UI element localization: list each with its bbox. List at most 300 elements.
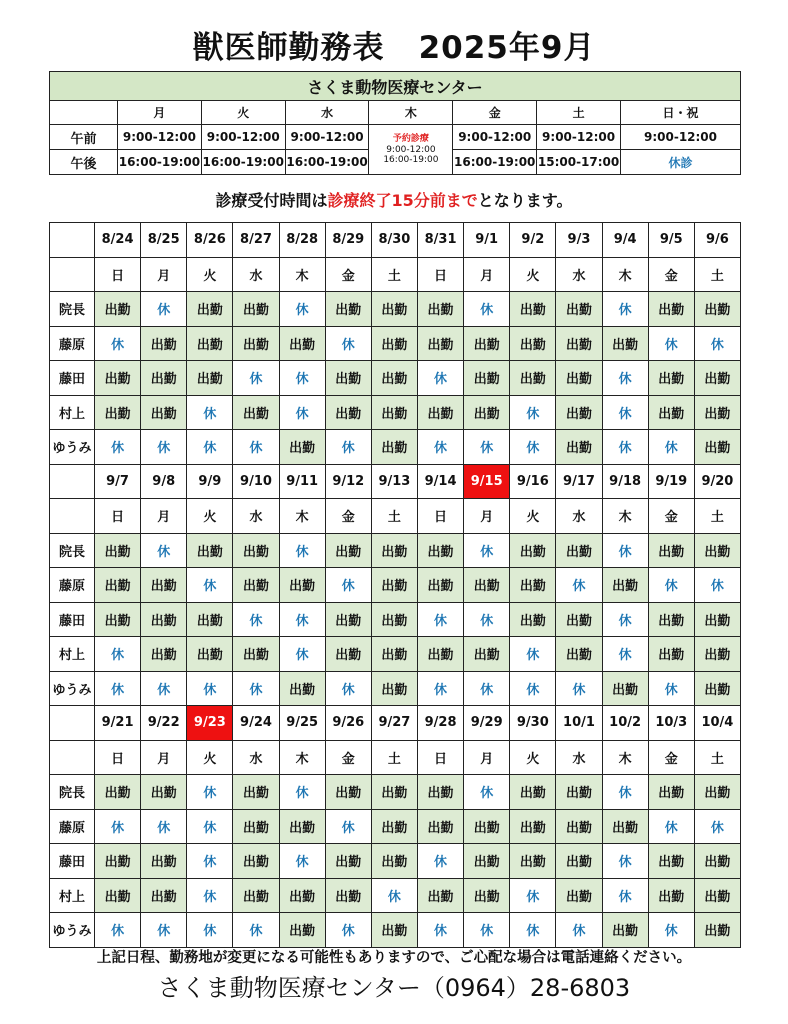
- shift-work: 出勤: [417, 775, 463, 810]
- shift-work: 出勤: [417, 326, 463, 361]
- shift-off: 休: [187, 395, 233, 430]
- shift-off: 休: [371, 878, 417, 913]
- shift-off: 休: [648, 809, 694, 844]
- date-cell: 9/12: [325, 464, 371, 499]
- footer-contact: さくま動物医療センター（0964）28-6803: [157, 974, 631, 1002]
- staff-row: [50, 671, 741, 706]
- corner-cell: [50, 464, 95, 499]
- thursday-am-time: 9:00-12:00: [386, 145, 436, 155]
- shift-work: 出勤: [141, 326, 187, 361]
- shift-work: 出勤: [417, 809, 463, 844]
- shift-off: 休: [417, 671, 463, 706]
- hours-thursday-am: [369, 125, 453, 175]
- shift-off: 休: [233, 430, 279, 465]
- shift-off: 休: [233, 602, 279, 637]
- date-cell: 8/29: [325, 223, 371, 258]
- weekday-row: [50, 740, 741, 775]
- staff-name: 村上: [50, 878, 95, 913]
- shift-off: 休: [279, 395, 325, 430]
- weekday-cell: 木: [279, 257, 325, 292]
- shift-work: 出勤: [556, 361, 602, 396]
- shift-off: 休: [95, 913, 141, 948]
- shift-work: 出勤: [141, 395, 187, 430]
- shift-work: 出勤: [325, 533, 371, 568]
- weekday-cell: 水: [556, 740, 602, 775]
- shift-off: 休: [187, 913, 233, 948]
- shift-off: 休: [141, 671, 187, 706]
- shift-work: 出勤: [648, 844, 694, 879]
- shift-work: 出勤: [325, 844, 371, 879]
- shift-off: 休: [417, 361, 463, 396]
- date-cell: 9/26: [325, 706, 371, 741]
- shift-work: 出勤: [464, 361, 510, 396]
- shift-work: 出勤: [95, 361, 141, 396]
- shift-work: 出勤: [648, 533, 694, 568]
- shift-work: 出勤: [694, 361, 740, 396]
- shift-work: 出勤: [141, 844, 187, 879]
- shift-work: 出勤: [417, 292, 463, 327]
- shift-work: 出勤: [417, 533, 463, 568]
- shift-off: 休: [325, 913, 371, 948]
- shift-off: 休: [602, 878, 648, 913]
- date-cell: 9/18: [602, 464, 648, 499]
- date-cell: 9/10: [233, 464, 279, 499]
- shift-work: 出勤: [464, 326, 510, 361]
- shift-work: 出勤: [233, 637, 279, 672]
- shift-work: 出勤: [141, 361, 187, 396]
- title-main: 獣医師勤務表: [192, 30, 385, 66]
- weekday-cell: 土: [371, 257, 417, 292]
- weekday-cell: 水: [233, 740, 279, 775]
- shift-work: 出勤: [233, 809, 279, 844]
- shift-off: 休: [602, 533, 648, 568]
- shift-work: 出勤: [279, 809, 325, 844]
- title-month: 2025年9月: [418, 30, 596, 66]
- corner-cell: [50, 740, 95, 775]
- shift-work: 出勤: [602, 326, 648, 361]
- shift-off: 休: [141, 533, 187, 568]
- date-cell: 9/19: [648, 464, 694, 499]
- staff-name: 藤原: [50, 809, 95, 844]
- staff-name: 藤田: [50, 844, 95, 879]
- date-cell: 9/27: [371, 706, 417, 741]
- shift-work: 出勤: [233, 326, 279, 361]
- weekday-cell: 金: [648, 499, 694, 534]
- hours-am-row: [50, 125, 741, 150]
- shift-work: 出勤: [510, 292, 556, 327]
- staff-schedule-table: [49, 222, 741, 948]
- shift-work: 出勤: [187, 602, 233, 637]
- shift-work: 出勤: [417, 878, 463, 913]
- shift-work: 出勤: [602, 671, 648, 706]
- hours-pm-cell: 16:00-19:00: [201, 150, 285, 175]
- date-cell: 9/4: [602, 223, 648, 258]
- shift-work: 出勤: [233, 844, 279, 879]
- shift-work: 出勤: [694, 671, 740, 706]
- shift-work: 出勤: [141, 602, 187, 637]
- staff-name: 村上: [50, 637, 95, 672]
- date-cell: 9/21: [95, 706, 141, 741]
- shift-work: 出勤: [279, 878, 325, 913]
- shift-work: 出勤: [233, 533, 279, 568]
- shift-off: 休: [95, 671, 141, 706]
- weekday-cell: 金: [325, 740, 371, 775]
- weekday-cell: 月: [464, 740, 510, 775]
- shift-work: 出勤: [95, 292, 141, 327]
- weekday-cell: 土: [694, 257, 740, 292]
- clinic-name: さくま動物医療センター: [50, 72, 741, 101]
- shift-off: 休: [510, 430, 556, 465]
- corner-cell: [50, 499, 95, 534]
- weekday-cell: 日: [95, 257, 141, 292]
- shift-off: 休: [279, 292, 325, 327]
- weekday-cell: 月: [141, 257, 187, 292]
- date-cell: 9/17: [556, 464, 602, 499]
- hours-day: 土: [537, 101, 621, 125]
- weekday-cell: 日: [417, 499, 463, 534]
- staff-row: [50, 361, 741, 396]
- staff-name: 院長: [50, 533, 95, 568]
- shift-work: 出勤: [417, 395, 463, 430]
- shift-work: 出勤: [371, 361, 417, 396]
- shift-off: 休: [510, 878, 556, 913]
- shift-off: 休: [417, 844, 463, 879]
- weekday-cell: 水: [233, 499, 279, 534]
- date-cell: 8/24: [95, 223, 141, 258]
- staff-name: 院長: [50, 292, 95, 327]
- shift-off: 休: [464, 292, 510, 327]
- shift-work: 出勤: [325, 602, 371, 637]
- staff-name: ゆうみ: [50, 671, 95, 706]
- date-cell: 9/2: [510, 223, 556, 258]
- shift-work: 出勤: [371, 671, 417, 706]
- shift-work: 出勤: [187, 361, 233, 396]
- date-cell: 9/29: [464, 706, 510, 741]
- date-cell: 9/8: [141, 464, 187, 499]
- date-cell: 9/9: [187, 464, 233, 499]
- shift-off: 休: [648, 326, 694, 361]
- date-cell: 9/24: [233, 706, 279, 741]
- date-cell: 9/11: [279, 464, 325, 499]
- shift-work: 出勤: [187, 326, 233, 361]
- hours-am-cell: 9:00-12:00: [285, 125, 369, 150]
- shift-off: 休: [279, 637, 325, 672]
- notice-red: 診療終了15分前まで: [327, 191, 478, 210]
- shift-work: 出勤: [371, 637, 417, 672]
- shift-off: 休: [325, 671, 371, 706]
- shift-work: 出勤: [510, 361, 556, 396]
- shift-work: 出勤: [279, 913, 325, 948]
- date-cell: 10/3: [648, 706, 694, 741]
- weekday-cell: 土: [694, 499, 740, 534]
- hours-pm-cell: 休診: [621, 150, 741, 175]
- shift-off: 休: [187, 775, 233, 810]
- hours-day: 火: [201, 101, 285, 125]
- staff-row: [50, 878, 741, 913]
- shift-work: 出勤: [694, 292, 740, 327]
- shift-work: 出勤: [694, 844, 740, 879]
- shift-work: 出勤: [556, 292, 602, 327]
- shift-work: 出勤: [233, 568, 279, 603]
- date-cell: 9/20: [694, 464, 740, 499]
- hours-am-cell: 9:00-12:00: [453, 125, 537, 150]
- hours-corner: [50, 101, 118, 125]
- weekday-cell: 月: [141, 740, 187, 775]
- shift-work: 出勤: [233, 878, 279, 913]
- shift-work: 出勤: [371, 809, 417, 844]
- staff-name: 藤田: [50, 361, 95, 396]
- shift-work: 出勤: [187, 533, 233, 568]
- shift-work: 出勤: [510, 844, 556, 879]
- clinic-hours-table: [49, 71, 741, 175]
- shift-off: 休: [602, 637, 648, 672]
- date-cell: 9/7: [95, 464, 141, 499]
- weekday-cell: 木: [279, 740, 325, 775]
- shift-work: 出勤: [694, 913, 740, 948]
- shift-work: 出勤: [95, 602, 141, 637]
- shift-work: 出勤: [648, 361, 694, 396]
- shift-off: 休: [510, 395, 556, 430]
- date-cell: 8/27: [233, 223, 279, 258]
- shift-off: 休: [325, 326, 371, 361]
- weekday-cell: 木: [602, 499, 648, 534]
- weekday-cell: 火: [510, 499, 556, 534]
- shift-work: 出勤: [464, 844, 510, 879]
- shift-work: 出勤: [371, 775, 417, 810]
- shift-work: 出勤: [510, 326, 556, 361]
- notice-pre: 診療受付時間は: [215, 191, 328, 210]
- date-cell: 8/31: [417, 223, 463, 258]
- weekday-cell: 金: [648, 740, 694, 775]
- shift-off: 休: [233, 913, 279, 948]
- shift-off: 休: [279, 775, 325, 810]
- staff-name: 藤原: [50, 326, 95, 361]
- corner-cell: [50, 223, 95, 258]
- hours-pm-cell: 16:00-19:00: [118, 150, 202, 175]
- weekday-cell: 日: [95, 740, 141, 775]
- shift-off: 休: [279, 361, 325, 396]
- shift-work: 出勤: [556, 326, 602, 361]
- weekday-cell: 火: [510, 257, 556, 292]
- pm-label: 午後: [50, 150, 118, 175]
- shift-work: 出勤: [279, 326, 325, 361]
- staff-row: [50, 568, 741, 603]
- shift-work: 出勤: [694, 602, 740, 637]
- shift-off: 休: [95, 430, 141, 465]
- hours-pm-cell: 16:00-19:00: [285, 150, 369, 175]
- staff-row: [50, 844, 741, 879]
- shift-work: 出勤: [602, 809, 648, 844]
- weekday-cell: 金: [648, 257, 694, 292]
- staff-row: [50, 602, 741, 637]
- date-cell: 8/26: [187, 223, 233, 258]
- weekday-cell: 水: [556, 257, 602, 292]
- shift-work: 出勤: [371, 326, 417, 361]
- shift-work: 出勤: [694, 878, 740, 913]
- shift-work: 出勤: [510, 533, 556, 568]
- shift-work: 出勤: [417, 568, 463, 603]
- weekday-cell: 日: [417, 257, 463, 292]
- shift-off: 休: [556, 671, 602, 706]
- shift-off: 休: [187, 430, 233, 465]
- shift-off: 休: [510, 671, 556, 706]
- date-cell: 9/14: [417, 464, 463, 499]
- shift-off: 休: [417, 913, 463, 948]
- shift-work: 出勤: [95, 775, 141, 810]
- shift-off: 休: [464, 430, 510, 465]
- reception-notice: [0, 188, 788, 211]
- staff-name: 院長: [50, 775, 95, 810]
- shift-off: 休: [694, 326, 740, 361]
- date-cell: 10/2: [602, 706, 648, 741]
- thursday-reserve-label: 予約診療: [392, 134, 429, 144]
- shift-work: 出勤: [279, 671, 325, 706]
- hours-day: 水: [285, 101, 369, 125]
- weekday-cell: 火: [187, 257, 233, 292]
- shift-work: 出勤: [556, 430, 602, 465]
- weekday-cell: 月: [141, 499, 187, 534]
- shift-work: 出勤: [464, 395, 510, 430]
- shift-work: 出勤: [694, 533, 740, 568]
- date-cell: 9/5: [648, 223, 694, 258]
- notice-post: となります。: [477, 191, 573, 210]
- corner-cell: [50, 257, 95, 292]
- date-cell: 8/28: [279, 223, 325, 258]
- shift-off: 休: [417, 430, 463, 465]
- hours-am-cell: 9:00-12:00: [537, 125, 621, 150]
- weekday-cell: 金: [325, 257, 371, 292]
- weekday-cell: 火: [187, 740, 233, 775]
- shift-work: 出勤: [325, 775, 371, 810]
- shift-off: 休: [602, 430, 648, 465]
- shift-work: 出勤: [556, 533, 602, 568]
- shift-off: 休: [279, 844, 325, 879]
- shift-off: 休: [602, 395, 648, 430]
- staff-name: 村上: [50, 395, 95, 430]
- shift-off: 休: [95, 809, 141, 844]
- shift-off: 休: [417, 602, 463, 637]
- shift-work: 出勤: [556, 775, 602, 810]
- shift-work: 出勤: [648, 395, 694, 430]
- shift-off: 休: [648, 568, 694, 603]
- staff-row: [50, 637, 741, 672]
- shift-off: 休: [187, 878, 233, 913]
- hours-pm-cell: 15:00-17:00: [537, 150, 621, 175]
- shift-work: 出勤: [371, 602, 417, 637]
- date-cell: 9/15: [464, 464, 510, 499]
- weekday-cell: 水: [556, 499, 602, 534]
- staff-name: ゆうみ: [50, 430, 95, 465]
- shift-work: 出勤: [648, 637, 694, 672]
- date-cell: 9/22: [141, 706, 187, 741]
- date-row: [50, 706, 741, 741]
- shift-work: 出勤: [325, 395, 371, 430]
- shift-work: 出勤: [694, 430, 740, 465]
- date-row: [50, 464, 741, 499]
- shift-off: 休: [325, 568, 371, 603]
- shift-off: 休: [602, 292, 648, 327]
- shift-off: 休: [464, 671, 510, 706]
- shift-off: 休: [602, 844, 648, 879]
- weekday-cell: 水: [233, 257, 279, 292]
- date-cell: 9/1: [464, 223, 510, 258]
- shift-off: 休: [464, 775, 510, 810]
- shift-work: 出勤: [648, 602, 694, 637]
- shift-off: 休: [510, 637, 556, 672]
- staff-row: [50, 395, 741, 430]
- shift-work: 出勤: [95, 395, 141, 430]
- weekday-cell: 金: [325, 499, 371, 534]
- shift-work: 出勤: [648, 775, 694, 810]
- hours-pm-cell: 16:00-19:00: [453, 150, 537, 175]
- shift-work: 出勤: [417, 637, 463, 672]
- shift-work: 出勤: [371, 533, 417, 568]
- hours-am-cell: 9:00-12:00: [621, 125, 741, 150]
- shift-work: 出勤: [510, 775, 556, 810]
- shift-work: 出勤: [141, 568, 187, 603]
- shift-work: 出勤: [694, 395, 740, 430]
- shift-work: 出勤: [464, 809, 510, 844]
- shift-work: 出勤: [141, 878, 187, 913]
- date-cell: 10/4: [694, 706, 740, 741]
- shift-work: 出勤: [279, 568, 325, 603]
- shift-off: 休: [233, 671, 279, 706]
- shift-off: 休: [95, 637, 141, 672]
- shift-off: 休: [233, 361, 279, 396]
- date-cell: 9/13: [371, 464, 417, 499]
- shift-work: 出勤: [141, 637, 187, 672]
- shift-work: 出勤: [510, 809, 556, 844]
- shift-off: 休: [95, 326, 141, 361]
- shift-work: 出勤: [556, 395, 602, 430]
- weekday-cell: 木: [602, 740, 648, 775]
- hours-am-cell: 9:00-12:00: [201, 125, 285, 150]
- shift-off: 休: [648, 671, 694, 706]
- shift-off: 休: [602, 361, 648, 396]
- shift-work: 出勤: [371, 292, 417, 327]
- weekday-cell: 木: [602, 257, 648, 292]
- shift-off: 休: [648, 430, 694, 465]
- shift-work: 出勤: [510, 568, 556, 603]
- shift-work: 出勤: [464, 878, 510, 913]
- shift-work: 出勤: [556, 878, 602, 913]
- weekday-cell: 月: [464, 499, 510, 534]
- footnote: 上記日程、勤務地が変更になる可能性もありますので、ご心配な場合は電話連絡ください。: [96, 950, 692, 966]
- date-cell: 10/1: [556, 706, 602, 741]
- shift-work: 出勤: [233, 292, 279, 327]
- shift-work: 出勤: [556, 637, 602, 672]
- shift-off: 休: [602, 775, 648, 810]
- shift-off: 休: [279, 602, 325, 637]
- date-cell: 9/16: [510, 464, 556, 499]
- shift-off: 休: [556, 568, 602, 603]
- staff-row: [50, 809, 741, 844]
- shift-work: 出勤: [187, 292, 233, 327]
- shift-work: 出勤: [371, 395, 417, 430]
- shift-work: 出勤: [464, 637, 510, 672]
- hours-day-header: [50, 101, 741, 125]
- date-cell: 8/25: [141, 223, 187, 258]
- weekday-row: [50, 257, 741, 292]
- shift-work: 出勤: [325, 878, 371, 913]
- shift-off: 休: [141, 913, 187, 948]
- date-cell: 9/6: [694, 223, 740, 258]
- shift-off: 休: [187, 844, 233, 879]
- shift-off: 休: [694, 809, 740, 844]
- shift-off: 休: [187, 809, 233, 844]
- staff-row: [50, 292, 741, 327]
- weekday-cell: 土: [371, 499, 417, 534]
